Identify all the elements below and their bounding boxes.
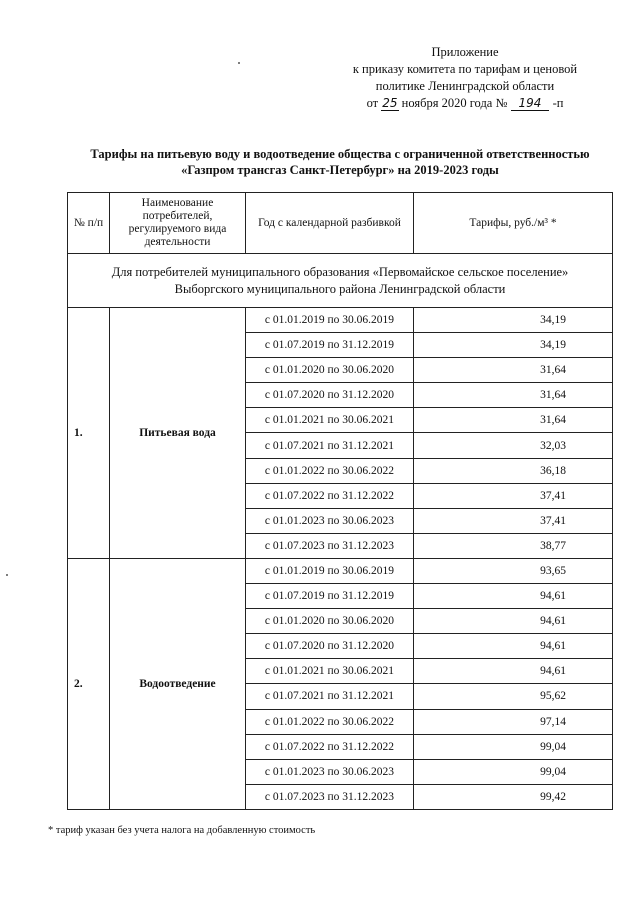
period-cell: с 01.01.2023 по 30.06.2023 bbox=[246, 759, 414, 784]
period-cell: с 01.01.2023 по 30.06.2023 bbox=[246, 508, 414, 533]
period-cell: с 01.07.2022 по 31.12.2022 bbox=[246, 734, 414, 759]
section-line-2: Выборгского муниципального района Ленинградской области bbox=[174, 281, 506, 296]
period-cell: с 01.01.2022 по 30.06.2022 bbox=[246, 709, 414, 734]
period-cell: с 01.07.2021 по 31.12.2021 bbox=[246, 684, 414, 709]
section-cell bbox=[68, 254, 613, 308]
tariff-cell: 94,61 bbox=[414, 634, 613, 659]
period-cell: с 01.07.2021 по 31.12.2021 bbox=[246, 433, 414, 458]
title-line-1: Тарифы на питьевую воду и водоотведение общества с ограниченной ответственностью bbox=[90, 147, 590, 161]
header-period: Год с календарной разбивкой bbox=[246, 193, 414, 254]
header-tariff: Тарифы, руб./м³ * bbox=[414, 193, 613, 254]
tariff-cell: 37,41 bbox=[414, 483, 613, 508]
title-line-2: «Газпром трансгаз Санкт-Петербург» на 2019-2023 годы bbox=[181, 163, 499, 177]
period-cell: с 01.07.2023 по 31.12.2023 bbox=[246, 533, 414, 558]
header-num: № п/п bbox=[68, 193, 110, 254]
handwritten-day: 25 bbox=[382, 96, 398, 110]
tariff-cell: 93,65 bbox=[414, 558, 613, 583]
section-line-1: Для потребителей муниципального образования «Первомайское сельское поселение» bbox=[111, 264, 569, 279]
tariff-cell: 99,04 bbox=[414, 734, 613, 759]
group-name: Водоотведение bbox=[110, 558, 246, 809]
period-cell: с 01.01.2019 по 30.06.2019 bbox=[246, 558, 414, 583]
period-cell: с 01.07.2023 по 31.12.2023 bbox=[246, 784, 414, 809]
appendix-date-line bbox=[330, 95, 600, 112]
period-cell: с 01.01.2020 по 30.06.2020 bbox=[246, 609, 414, 634]
appendix-header bbox=[330, 44, 600, 112]
tariff-cell: 94,61 bbox=[414, 659, 613, 684]
header-name: Наименование потребителей, регулируемого вида деятельности bbox=[110, 193, 246, 254]
tariff-cell: 36,18 bbox=[414, 458, 613, 483]
tariff-cell: 99,42 bbox=[414, 784, 613, 809]
date-prefix: от bbox=[366, 96, 379, 110]
footnote: * тариф указан без учета налога на добавленную стоимость bbox=[48, 825, 316, 836]
period-cell: с 01.01.2021 по 30.06.2021 bbox=[246, 408, 414, 433]
group-number: 2. bbox=[68, 558, 110, 809]
tariff-cell: 34,19 bbox=[414, 333, 613, 358]
tariff-cell: 31,64 bbox=[414, 408, 613, 433]
period-cell: с 01.01.2021 по 30.06.2021 bbox=[246, 659, 414, 684]
appendix-committee-line: политике Ленинградской области bbox=[375, 79, 555, 93]
tariff-cell: 32,03 bbox=[414, 433, 613, 458]
tariff-cell: 94,61 bbox=[414, 609, 613, 634]
section-row bbox=[68, 254, 613, 308]
tariff-cell: 31,64 bbox=[414, 383, 613, 408]
table-header-row bbox=[68, 193, 613, 254]
tariff-cell: 97,14 bbox=[414, 709, 613, 734]
period-cell: с 01.01.2019 по 30.06.2019 bbox=[246, 308, 414, 333]
period-cell: с 01.01.2020 по 30.06.2020 bbox=[246, 358, 414, 383]
date-suffix: -п bbox=[552, 96, 564, 110]
group-name: Питьевая вода bbox=[110, 308, 246, 559]
tariff-cell: 34,19 bbox=[414, 308, 613, 333]
tariff-cell: 94,61 bbox=[414, 584, 613, 609]
tariff-table bbox=[67, 192, 613, 810]
table-row bbox=[68, 558, 613, 583]
date-middle: ноября 2020 года № bbox=[401, 96, 508, 110]
tariff-cell: 38,77 bbox=[414, 533, 613, 558]
period-cell: с 01.07.2020 по 31.12.2020 bbox=[246, 634, 414, 659]
document-title bbox=[60, 146, 620, 178]
period-cell: с 01.01.2022 по 30.06.2022 bbox=[246, 458, 414, 483]
period-cell: с 01.07.2022 по 31.12.2022 bbox=[246, 483, 414, 508]
tariff-cell: 37,41 bbox=[414, 508, 613, 533]
tariff-cell: 31,64 bbox=[414, 358, 613, 383]
group-number: 1. bbox=[68, 308, 110, 559]
tariff-cell: 95,62 bbox=[414, 684, 613, 709]
period-cell: с 01.07.2020 по 31.12.2020 bbox=[246, 383, 414, 408]
appendix-title: Приложение bbox=[431, 45, 499, 59]
scan-speck bbox=[238, 62, 240, 64]
handwritten-order-number: 194 bbox=[511, 97, 550, 111]
table-row bbox=[68, 308, 613, 333]
tariff-cell: 99,04 bbox=[414, 759, 613, 784]
appendix-order-line: к приказу комитета по тарифам и ценовой bbox=[352, 62, 578, 76]
period-cell: с 01.07.2019 по 31.12.2019 bbox=[246, 584, 414, 609]
period-cell: с 01.07.2019 по 31.12.2019 bbox=[246, 333, 414, 358]
scan-speck bbox=[6, 574, 8, 576]
